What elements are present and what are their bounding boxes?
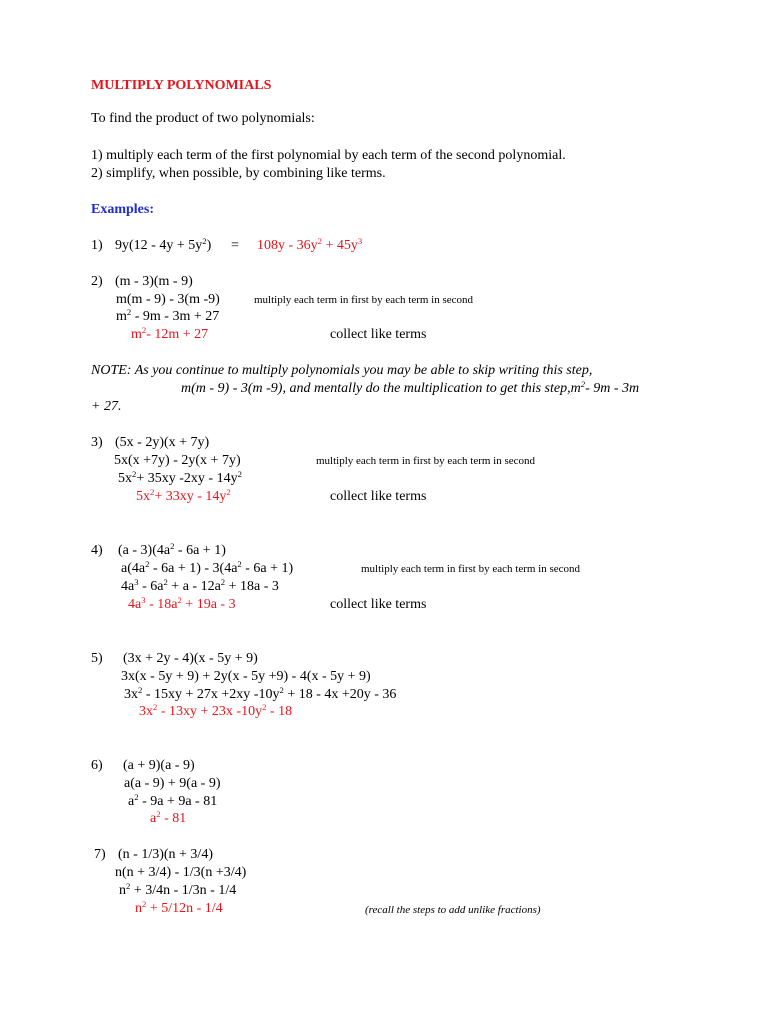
example-4-step-2: $4a^3 - 6a^2 + a - 12a^2 + 18a - 3$ bbox=[121, 577, 279, 594]
example-4-step-1: $a(4a^2 - 6a + 1) - 3(4a^2 - 6a + 1)$ bbox=[121, 559, 294, 576]
note-line-3: + 27. bbox=[91, 399, 122, 414]
example-3-note-1: multiply each term in first by each term in second bbox=[316, 455, 536, 467]
rule-1: 1) multiply each term of the first polynomial by each term of the second polynomial. bbox=[91, 148, 566, 163]
example-4-note-2: collect like terms bbox=[330, 597, 427, 612]
example-4-problem: $(a - 3)(4a^2 - 6a + 1)$ bbox=[118, 541, 226, 558]
example-2-step-2: $m^2 - 9m - 3m + 27$ bbox=[116, 307, 220, 324]
example-3-answer: $5x^2+ 33xy - 14y^2$ bbox=[136, 487, 231, 504]
intro-text: To find the product of two polynomials: bbox=[91, 111, 315, 126]
example-3-number: 3) bbox=[91, 435, 103, 450]
example-5-step-2: $3x^2 - 15xy + 27x +2xy$ $-10y^2 + 18 - 4x +20y - 36$ bbox=[124, 685, 397, 702]
example-4-number: 4) bbox=[91, 543, 103, 558]
example-5-step-1: 3x(x - 5y + 9) + 2y(x - 5y +9) - 4(x - 5y + 9) bbox=[121, 669, 371, 684]
example-5-answer: $3x^2 - 13xy + 23x$ $-10y^2 - 18$ bbox=[139, 702, 293, 719]
example-4-note-1: multiply each term in first by each term in second bbox=[361, 563, 581, 575]
example-6-number: 6) bbox=[91, 758, 103, 773]
example-7-note: (recall the steps to add unlike fractions) bbox=[365, 904, 541, 916]
example-7-answer: $n^2 + 5/12n - 1/4$ bbox=[135, 899, 223, 916]
example-3-problem: (5x - 2y)(x + 7y) bbox=[115, 435, 210, 450]
example-2-answer: $m^2-$ 12m + 27 bbox=[131, 325, 209, 342]
example-7-step-2: $n^2 + 3/4n - 1/3n - 1/4$ bbox=[119, 881, 237, 898]
example-6-problem: (a + 9)(a - 9) bbox=[123, 758, 195, 773]
example-7-problem: (n - 1/3)(n + 3/4) bbox=[118, 847, 213, 862]
rule-2: 2) simplify, when possible, by combining like terms. bbox=[91, 166, 386, 181]
example-1-answer: $108y - 36y^2 + 45y^3$ bbox=[257, 236, 363, 253]
examples-heading: Examples: bbox=[91, 202, 154, 217]
example-7-step-1: n(n + 3/4) - 1/3(n +3/4) bbox=[115, 865, 247, 880]
example-2-note-2: collect like terms bbox=[330, 327, 427, 342]
example-1-problem: $9y(12 - 4y + 5y^2)$ bbox=[115, 236, 212, 253]
example-2-note-1: multiply each term in first by each term in second bbox=[254, 294, 474, 306]
example-3-step-2: $5x^2+ 35xy$ $-2xy - 14y^2$ bbox=[118, 469, 242, 486]
page-title: MULTIPLY POLYNOMIALS bbox=[91, 78, 272, 93]
example-5-problem: (3x + 2y - 4)(x - 5y + 9) bbox=[123, 651, 258, 666]
example-6-step-2: $a^2 - 9a + 9a - 81$ bbox=[128, 792, 218, 809]
example-1-equals: = bbox=[231, 238, 239, 253]
example-6-step-1: a(a - 9) + 9(a - 9) bbox=[124, 776, 221, 791]
example-2-step-1: m(m - 9) - 3(m -9) bbox=[116, 292, 220, 307]
note-line-1: NOTE: As you continue to multiply polynomials you may be able to skip writing this step, bbox=[91, 363, 593, 378]
note-line-2: m(m - 9) - 3(m -9), and mentally do the multiplication to get this $step,m^2-$ 9m - 3m bbox=[181, 379, 640, 396]
example-3-step-1: 5x(x +7y) - 2y(x + 7y) bbox=[114, 453, 241, 468]
example-6-answer: $a^2 - 81$ bbox=[150, 809, 187, 826]
example-3-note-2: collect like terms bbox=[330, 489, 427, 504]
example-2-number: 2) bbox=[91, 274, 103, 289]
example-1-number: 1) bbox=[91, 238, 103, 253]
example-2-problem: (m - 3)(m - 9) bbox=[115, 274, 193, 289]
example-7-number: 7) bbox=[94, 847, 106, 862]
example-5-number: 5) bbox=[91, 651, 103, 666]
example-4-answer: $4a^3 - 18a^2 + 19a - 3$ bbox=[128, 595, 236, 612]
